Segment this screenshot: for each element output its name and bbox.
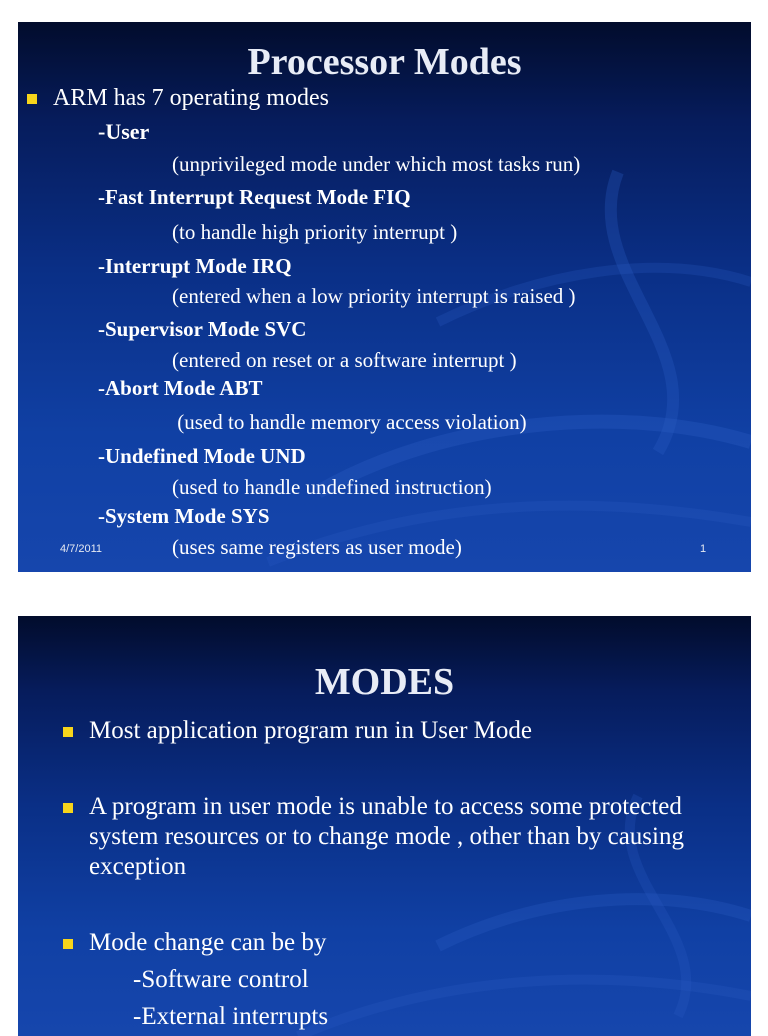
mode-name: -User	[98, 119, 150, 144]
mode-name: -Abort Mode ABT	[98, 376, 263, 400]
mode-name: -Interrupt Mode IRQ	[98, 254, 292, 278]
mode-name: -Fast Interrupt Request Mode FIQ	[98, 185, 411, 209]
bullet-text: Mode change can be by	[89, 929, 327, 956]
bullet-text: A program in user mode is unable to access some protected system resources or to change mode , other than by causing exception	[89, 793, 684, 880]
slide-date: 4/7/2011	[60, 543, 103, 555]
mode-name: -Supervisor Mode SVC	[98, 317, 307, 341]
slide-number: 1	[700, 543, 707, 555]
bullet-square-icon	[63, 727, 73, 737]
mode-description: (entered when a low priority interrupt is raised )	[172, 284, 576, 308]
mode-name: -System Mode SYS	[98, 504, 270, 528]
slide-title: Processor Modes	[247, 41, 522, 83]
mode-description: (to handle high priority interrupt )	[172, 220, 458, 244]
mode-description: (used to handle memory access violation)	[172, 410, 527, 434]
bullet-square-icon	[27, 94, 37, 104]
bullet-square-icon	[63, 939, 73, 949]
mode-description: (uses same registers as user mode)	[172, 535, 462, 559]
slide-title: MODES	[314, 661, 455, 703]
bullet-text: Most application program run in User Mode	[89, 717, 532, 744]
sub-item: -External interrupts	[133, 1003, 329, 1030]
mode-description: (entered on reset or a software interrupt )	[172, 348, 517, 372]
bullet-text: ARM has 7 operating modes	[53, 85, 329, 111]
slide-processor-modes	[18, 22, 751, 572]
mode-name: -Undefined Mode UND	[98, 444, 306, 468]
mode-description: (unprivileged mode under which most tasks run)	[172, 152, 581, 176]
mode-description: (used to handle undefined instruction)	[172, 475, 492, 499]
bullet-square-icon	[63, 803, 73, 813]
sub-item: -Software control	[133, 966, 309, 993]
slide-modes	[18, 616, 751, 1036]
